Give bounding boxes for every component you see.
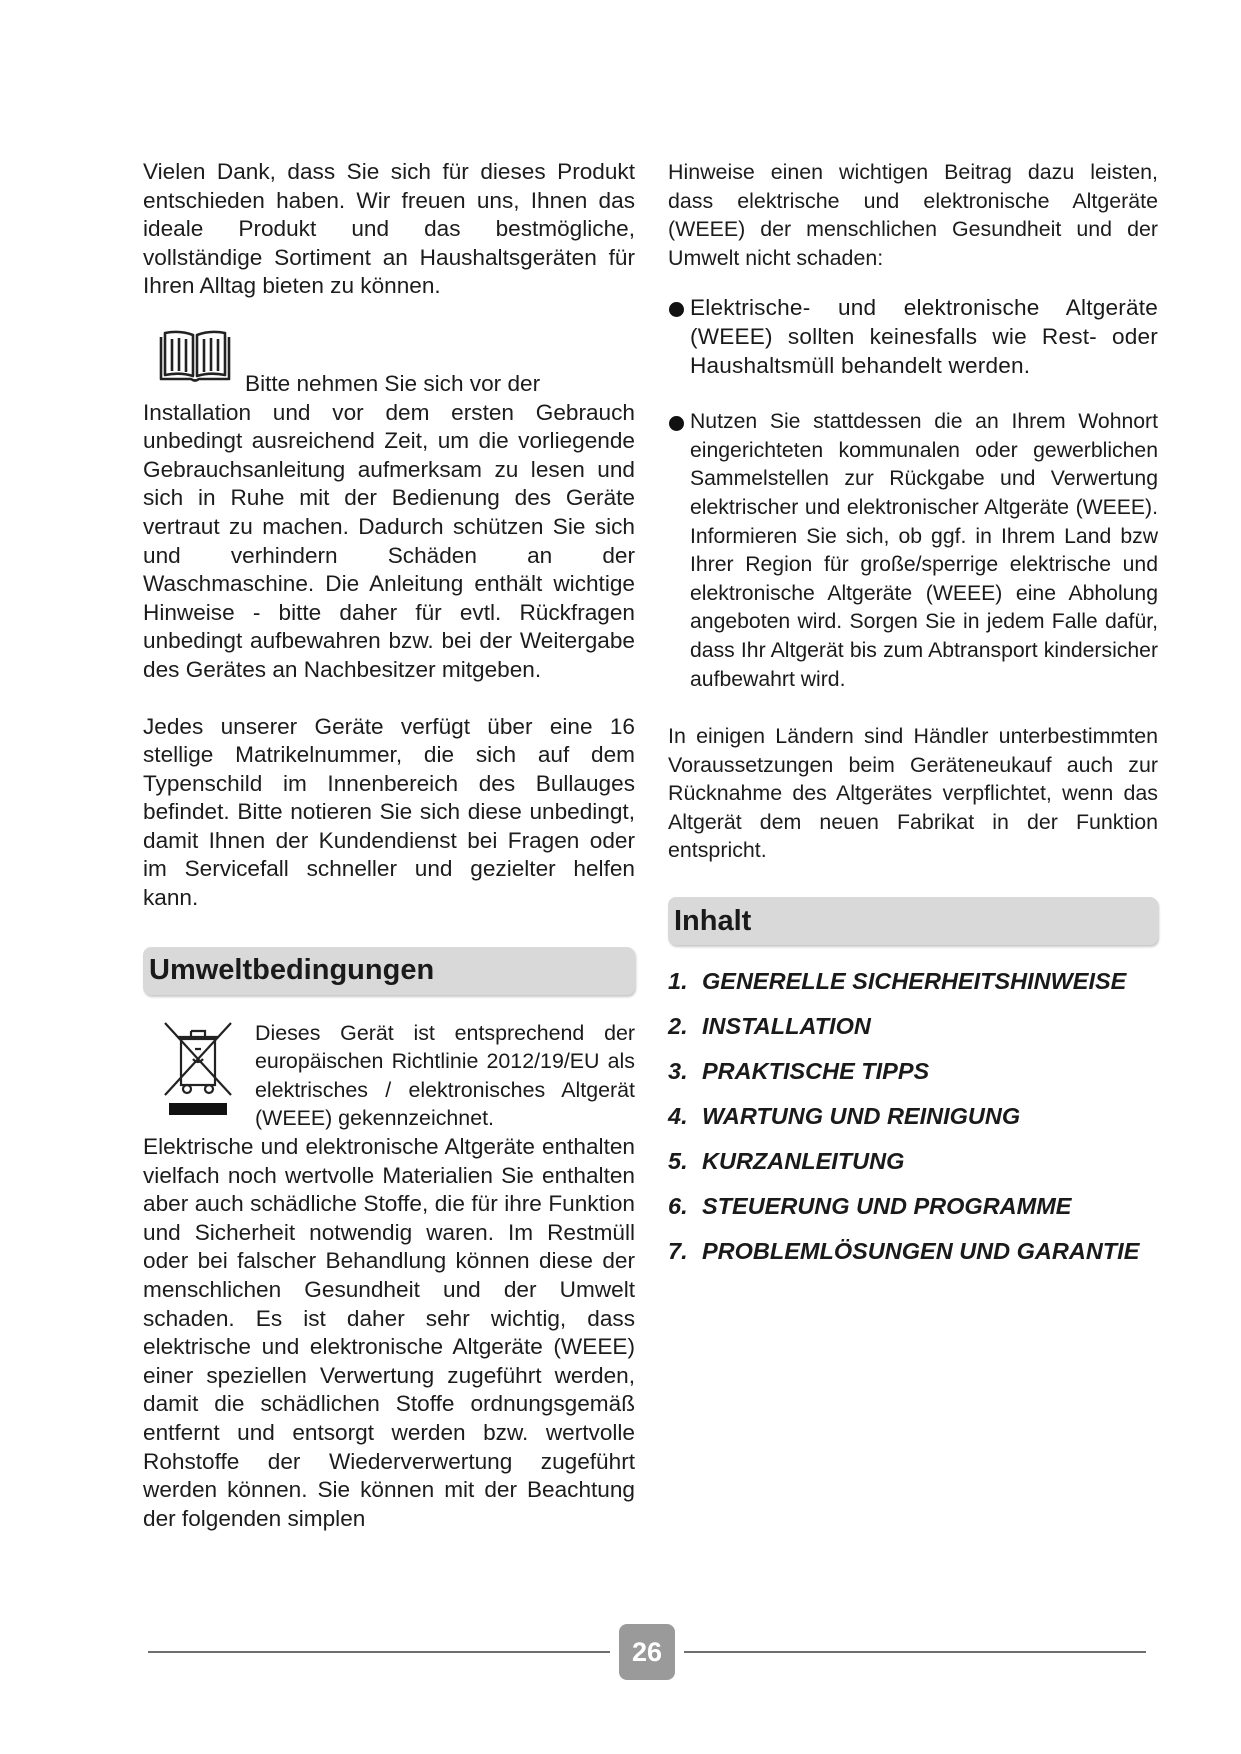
bullet-item: Elektrische- und elektronische Altgeräte (WEEE) sollten keinesfalls wie Rest- oder Haushaltsmüll behandelt werden. — [668, 294, 1158, 380]
environment-section-header — [143, 947, 635, 995]
weee-body-paragraph: Elektrische und elektronische Altgeräte enthalten vielfach noch wertvolle Materialien Sie enthalten aber auch schädliche Stoffe, die für ihre Funktion und Sicherheit notwendig waren. Im Restmüll oder bei falscher Behandlung können diese der menschlichen Gesundheit und der Umwelt schaden. Es ist daher sehr wichtig, dass elektrische und elektronische Altgeräte (WEEE) einer speziellen Verwertung zugeführt werden, damit die schädlichen Stoffe ordnungsgemäß entfernt und entsorgt werden bzw. wertvolle Rohstoffe der Wiederverwertung zugeführt werden können. Sie können mit der Beachtung der folgenden simplen — [143, 1134, 635, 1531]
crossed-bin-icon — [161, 1019, 235, 1117]
weee-directive-text: Dieses Gerät ist entsprechend der europäischen Richtlinie 2012/19/EU als elektrisches / elektronisches Altgerät (WEEE) gekennzeichnet. — [255, 1020, 635, 1131]
contents-section-header — [668, 897, 1158, 945]
footer-rule-left — [148, 1651, 610, 1653]
bullet-item: Nutzen Sie stattdessen die an Ihrem Wohnort eingerichteten kommunalen oder gewerblichen Sammelstellen zur Rückgabe und Verwertung elektrischer und elektronischer Altgeräte (WEEE). Informieren Sie sich, ob ggf. in Ihrem Land bzw Ihrer Region für große/sperrige elektrische und elektronische Altgeräte (WEEE) eine Abholung angeboten wird. Sorgen Sie in jedem Falle dafür, dass Ihr Altgerät bis zum Abtransport kindersicher aufbewahrt wird. — [668, 408, 1158, 694]
left-column — [143, 158, 635, 1533]
right-column — [668, 158, 1158, 1282]
toc-item[interactable]: 4. WARTUNG UND REINIGUNG — [668, 1103, 1021, 1130]
open-book-icon — [155, 329, 235, 389]
serial-number-paragraph: Jedes unserer Geräte verfügt über eine 16 stellige Matrikelnummer, die sich auf dem Typenschild im Innenbereich des Bullauges befindet. Bitte notieren Sie sich diese unbedingt, damit Ihnen der Kundendienst bei Fragen oder im Servicefall schneller und gezielter helfen kann. — [143, 713, 635, 911]
toc-item[interactable]: 7. PROBLEMLÖSUNGEN UND GARANTIE — [668, 1238, 1140, 1265]
toc-item[interactable]: 1. GENERELLE SICHERHEITSHINWEISE — [668, 968, 1127, 995]
toc-item[interactable]: 5. KURZANLEITUNG — [668, 1148, 905, 1175]
manual-note — [143, 335, 635, 685]
toc-item[interactable]: 6. STEUERUNG UND PROGRAMME — [668, 1193, 1072, 1220]
page-number-badge: 26 — [619, 1624, 675, 1680]
continued-paragraph: Hinweise einen wichtigen Beitrag dazu leisten, dass elektrische und elektronische Altgeräte (WEEE) der menschlichen Gesundheit und der Umwelt nicht schaden: — [668, 160, 1158, 270]
manual-lead-text: Bitte nehmen Sie sich vor der — [245, 370, 541, 396]
intro-paragraph: Vielen Dank, dass Sie sich für dieses Produkt entschieden haben. Wir freuen uns, Ihnen das ideale Produkt und das bestmögliche, vollständige Sortiment an Haushaltsgeräten für Ihren Alltag bieten zu können. — [143, 159, 635, 299]
toc-item[interactable]: 3. PRAKTISCHE TIPPS — [668, 1058, 930, 1085]
environment-heading: Umweltbedingungen — [149, 954, 435, 987]
manual-paragraph: Installation und vor dem ersten Gebrauch unbedingt ausreichend Zeit, um die vorliegende Gebrauchsanleitung aufmerksam zu lesen und sich in Ruhe mit der Bedienung des Geräte vertraut zu machen. Dadurch schützen Sie sich und verhindern Schäden an der Waschmaschine. Die Anleitung enthält wichtige Hinweise - bitte daher für evtl. Rückfragen unbedingt aufbewahren bzw. bei der Weitergabe des Gerätes an Nachbesitzer mitgeben. — [143, 399, 635, 682]
weee-bullet-list — [668, 294, 1158, 694]
toc-item[interactable]: 2. INSTALLATION — [668, 1013, 871, 1040]
footer-rule-right — [684, 1651, 1146, 1653]
weee-notice — [143, 1019, 635, 1133]
contents-heading: Inhalt — [674, 904, 752, 937]
table-of-contents — [668, 967, 1158, 1282]
dealers-paragraph: In einigen Ländern sind Händler unterbestimmten Voraussetzungen beim Geräteneukauf auch zur Rücknahme des Altgerätes verpflichtet, wenn das Altgerät dem neuen Fabrikat in der Funktion entspricht. — [668, 724, 1158, 863]
